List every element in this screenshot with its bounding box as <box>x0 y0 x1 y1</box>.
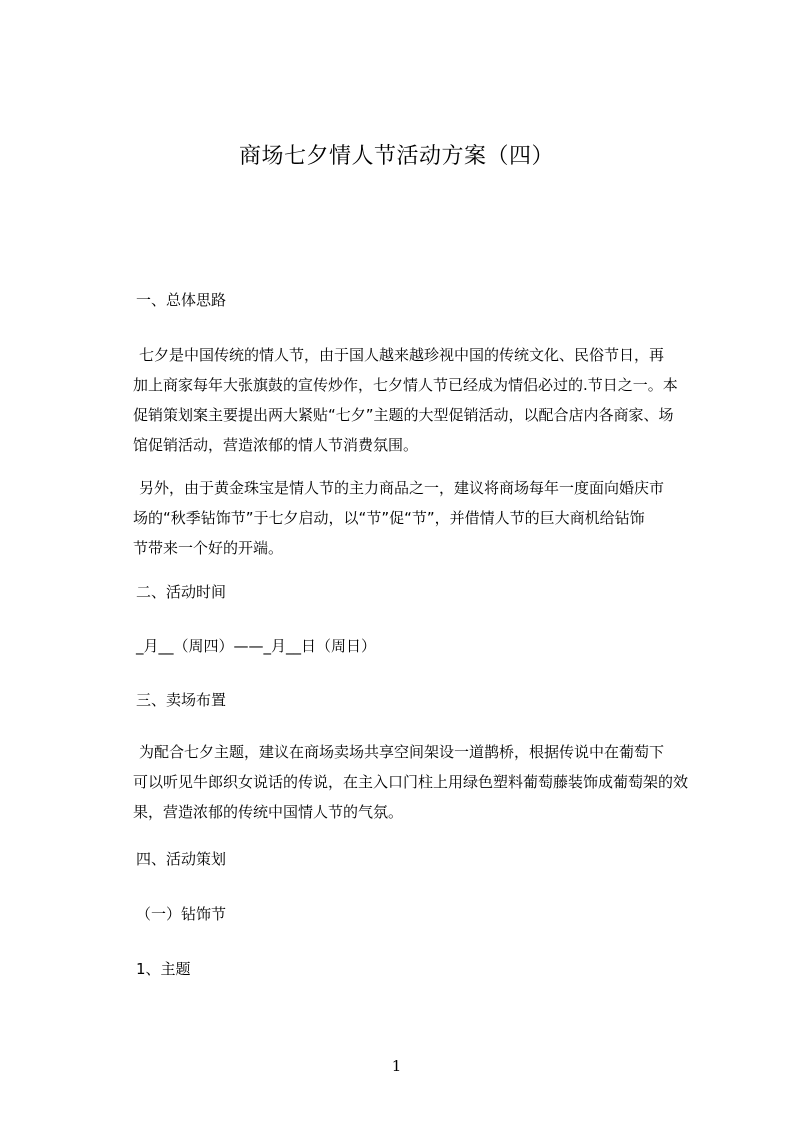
page-title: 商场七夕情人节活动方案（四） <box>238 144 554 169</box>
paragraph-line: 馆促销活动，营造浓郁的情人节消费氛围。 <box>133 436 419 454</box>
section-heading-overview: 一、总体思路 <box>136 291 227 309</box>
item-heading-theme: 1、主题 <box>136 960 191 978</box>
paragraph-line: 场的“秋季钻饰节”于七夕启动，以“节”促“节”，并借情人节的巨大商机给钻饰 <box>133 509 645 527</box>
paragraph-line: 另外，由于黄金珠宝是情人节的主力商品之一，建议将商场每年一度面向婚庆市 <box>139 479 665 497</box>
section-heading-planning: 四、活动策划 <box>136 850 227 868</box>
section-heading-layout: 三、卖场布置 <box>136 691 227 709</box>
paragraph-line: 可以听见牛郎织女说话的传说，在主入口门柱上用绿色塑料葡萄藤装饰成葡萄架的效 <box>133 773 689 791</box>
page-number: 1 <box>391 1057 402 1075</box>
paragraph-line: 节带来一个好的开端。 <box>133 539 284 557</box>
paragraph-layout <box>133 737 703 827</box>
section-heading-time: 二、活动时间 <box>136 583 227 601</box>
subsection-heading-diamond-festival: （一）钻饰节 <box>136 905 227 923</box>
paragraph-overview-2 <box>133 473 703 563</box>
paragraph-line: 促销策划案主要提出两大紧贴“七夕”主题的大型促销活动，以配合店内各商家、场 <box>133 406 674 424</box>
paragraph-line: 为配合七夕主题，建议在商场卖场共享空间架设一道鹊桥，根据传说中在葡萄下 <box>139 743 665 761</box>
paragraph-line: 加上商家每年大张旗鼓的宣传炒作，七夕情人节已经成为情侣必过的.节日之一。本 <box>133 376 678 394</box>
activity-time-range: _月__（周四）——_月__日（周日） <box>136 637 377 655</box>
paragraph-overview-1 <box>133 340 703 460</box>
paragraph-line: 果，营造浓郁的传统中国情人节的气氛。 <box>133 803 404 821</box>
paragraph-line: 七夕是中国传统的情人节，由于国人越来越珍视中国的传统文化、民俗节日，再 <box>139 346 665 364</box>
